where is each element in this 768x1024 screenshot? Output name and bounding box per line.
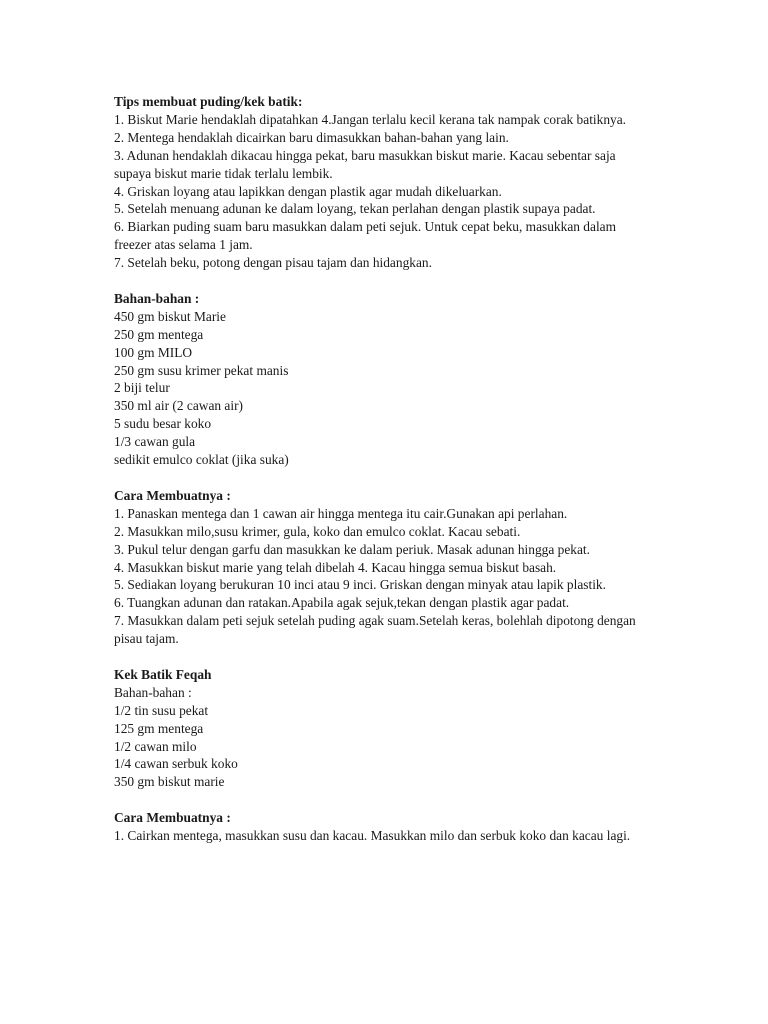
ingredient-item: sedikit emulco coklat (jika suka) <box>114 452 289 468</box>
feqah-method-section <box>114 809 654 845</box>
feqah-ingredient-item: 350 gm biskut marie <box>114 774 225 790</box>
ingredient-item: 1/3 cawan gula <box>114 434 196 450</box>
tips-heading: Tips membuat puding/kek batik: <box>114 94 303 109</box>
tips-item: 6. Biarkan puding suam baru masukkan dalam peti sejuk. Untuk cepat beku, masukkan dalam freezer atas selama 1 jam. <box>114 219 617 253</box>
feqah-heading: Kek Batik Feqah <box>114 666 212 682</box>
ingredient-item: 350 ml air (2 cawan air) <box>114 398 244 414</box>
ingredient-item: 450 gm biskut Marie <box>114 308 226 324</box>
ingredient-item: 250 gm susu krimer pekat manis <box>114 362 289 378</box>
tips-item: 3. Adunan hendaklah dikacau hingga pekat, baru masukkan biskut marie. Kacau sebentar saja supaya biskut marie tidak terlalu lembik. <box>114 147 616 181</box>
feqah-ingredient-item: 1/2 cawan milo <box>114 738 197 754</box>
method-section <box>114 487 654 648</box>
tips-item: 1. Biskut Marie hendaklah dipatahkan 4.Jangan terlalu kecil kerana tak nampak corak batiknya. <box>114 111 627 127</box>
tips-item: 2. Mentega hendaklah dicairkan baru dimasukkan bahan-bahan yang lain. <box>114 129 509 145</box>
method-step: 2. Masukkan milo,susu krimer, gula, koko dan emulco coklat. Kacau sebati. <box>114 523 521 539</box>
method-step: 5. Sediakan loyang berukuran 10 inci atau 9 inci. Griskan dengan minyak atau lapik plastik. <box>114 577 606 593</box>
feqah-method-heading: Cara Membuatnya : <box>114 810 231 826</box>
document-page <box>114 93 654 845</box>
method-step: 4. Masukkan biskut marie yang telah dibelah 4. Kacau hingga semua biskut basah. <box>114 559 557 575</box>
feqah-method-step: 1. Cairkan mentega, masukkan susu dan kacau. Masukkan milo dan serbuk koko dan kacau lagi. <box>114 828 631 844</box>
tips-section <box>114 93 654 272</box>
feqah-ingredient-item: 1/2 tin susu pekat <box>114 702 209 718</box>
tips-item: 7. Setelah beku, potong dengan pisau tajam dan hidangkan. <box>114 255 432 271</box>
ingredient-item: 2 biji telur <box>114 380 170 396</box>
feqah-section <box>114 666 654 791</box>
ingredient-item: 250 gm mentega <box>114 326 204 342</box>
method-heading: Cara Membuatnya : <box>114 487 231 503</box>
tips-item: 5. Setelah menuang adunan ke dalam loyang, tekan perlahan dengan plastik supaya padat. <box>114 201 596 217</box>
method-step: 1. Panaskan mentega dan 1 cawan air hingga mentega itu cair.Gunakan api perlahan. <box>114 505 568 521</box>
feqah-ingredient-item: 125 gm mentega <box>114 720 204 736</box>
ingredient-item: 100 gm MILO <box>114 344 193 360</box>
spacer <box>114 791 654 809</box>
ingredient-item: 5 sudu besar koko <box>114 416 212 432</box>
spacer <box>114 648 654 666</box>
method-step: 6. Tuangkan adunan dan ratakan.Apabila agak sejuk,tekan dengan plastik agar padat. <box>114 595 570 611</box>
ingredients-heading: Bahan-bahan : <box>114 290 200 306</box>
method-step: 7. Masukkan dalam peti sejuk setelah puding agak suam.Setelah keras, bolehlah dipotong dengan pisau tajam. <box>114 613 636 647</box>
feqah-subheading: Bahan-bahan : <box>114 684 192 700</box>
tips-item: 4. Griskan loyang atau lapikkan dengan plastik agar mudah dikeluarkan. <box>114 183 502 199</box>
spacer <box>114 272 654 290</box>
method-step: 3. Pukul telur dengan garfu dan masukkan ke dalam periuk. Masak adunan hingga pekat. <box>114 541 590 557</box>
spacer <box>114 469 654 487</box>
feqah-ingredient-item: 1/4 cawan serbuk koko <box>114 756 238 772</box>
ingredients-section <box>114 290 654 469</box>
